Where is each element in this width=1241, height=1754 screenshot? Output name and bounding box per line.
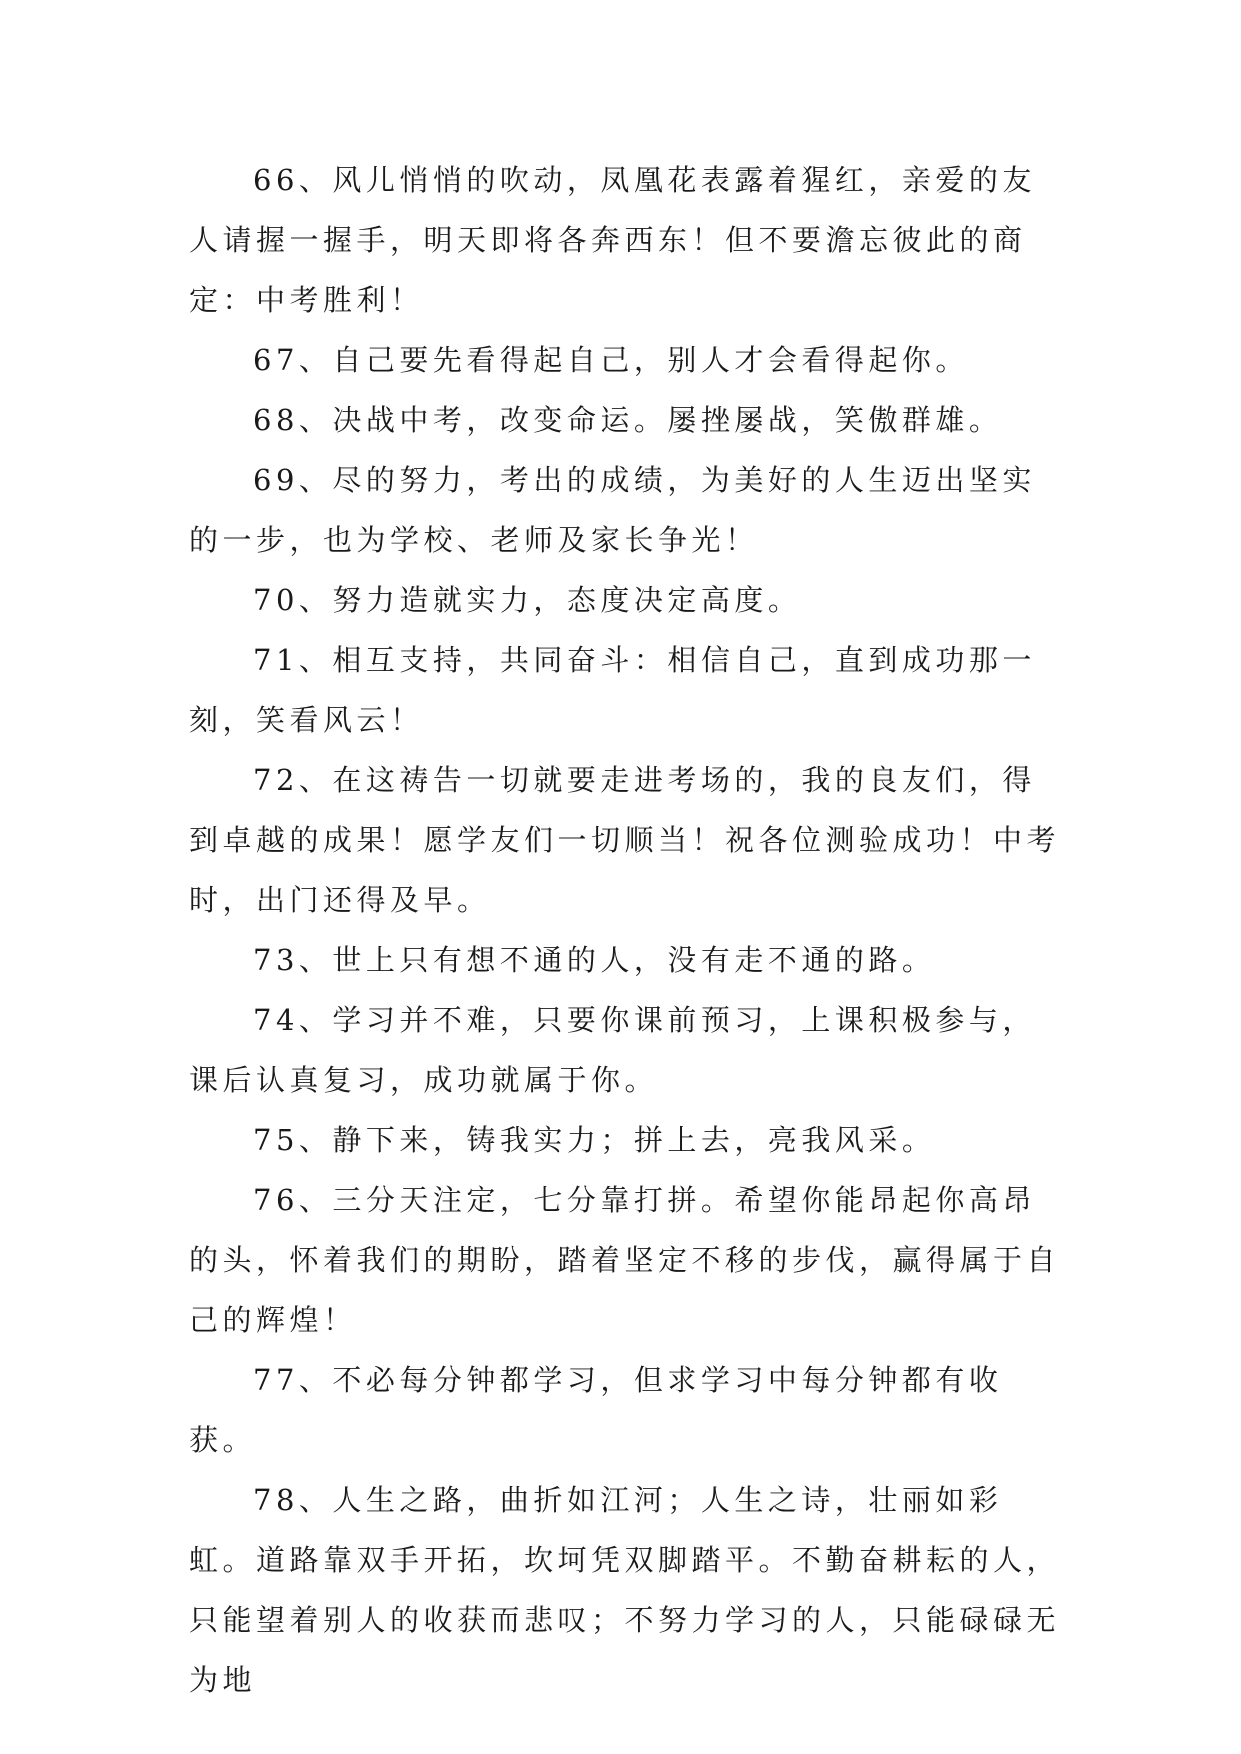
paragraph-74: 74、学习并不难，只要你课前预习，上课积极参与，课后认真复习，成功就属于你。 xyxy=(189,1003,1036,1097)
paragraph-71: 71、相互支持，共同奋斗：相信自己，直到成功那一刻，笑看风云！ xyxy=(189,643,1036,737)
paragraph-70: 70、努力造就实力，态度决定高度。 xyxy=(253,583,802,617)
paragraph-72: 72、在这祷告一切就要走进考场的，我的良友们，得到卓越的成果！愿学友们一切顺当！祝各位测验成功！中考时，出门还得及早。 xyxy=(189,763,1061,917)
paragraph-68: 68、决战中考，改变命运。屡挫屡战，笑傲群雄。 xyxy=(253,403,1003,437)
paragraph-76: 76、三分天注定，七分靠打拼。希望你能昂起你高昂的头，怀着我们的期盼，踏着坚定不移的步伐，赢得属于自己的辉煌！ xyxy=(189,1183,1061,1337)
paragraph-69: 69、尽的努力，考出的成绩，为美好的人生迈出坚实的一步，也为学校、老师及家长争光！ xyxy=(189,463,1036,557)
paragraph-66: 66、风儿悄悄的吹动，凤凰花表露着猩红，亲爱的友人请握一握手，明天即将各奔西东！但不要澹忘彼此的商定：中考胜利！ xyxy=(189,163,1036,317)
document-body xyxy=(189,150,1069,1710)
paragraph-77: 77、不必每分钟都学习，但求学习中每分钟都有收获。 xyxy=(189,1363,1003,1457)
paragraph-73: 73、世上只有想不通的人，没有走不通的路。 xyxy=(253,943,936,977)
paragraph-67: 67、自己要先看得起自己，别人才会看得起你。 xyxy=(253,343,969,377)
paragraph-78: 78、人生之路，曲折如江河；人生之诗，壮丽如彩虹。道路靠双手开拓，坎坷凭双脚踏平。不勤奋耕耘的人，只能望着别人的收获而悲叹；不努力学习的人，只能碌碌无为地 xyxy=(189,1483,1061,1697)
paragraph-75: 75、静下来，铸我实力；拼上去，亮我风采。 xyxy=(253,1123,936,1157)
